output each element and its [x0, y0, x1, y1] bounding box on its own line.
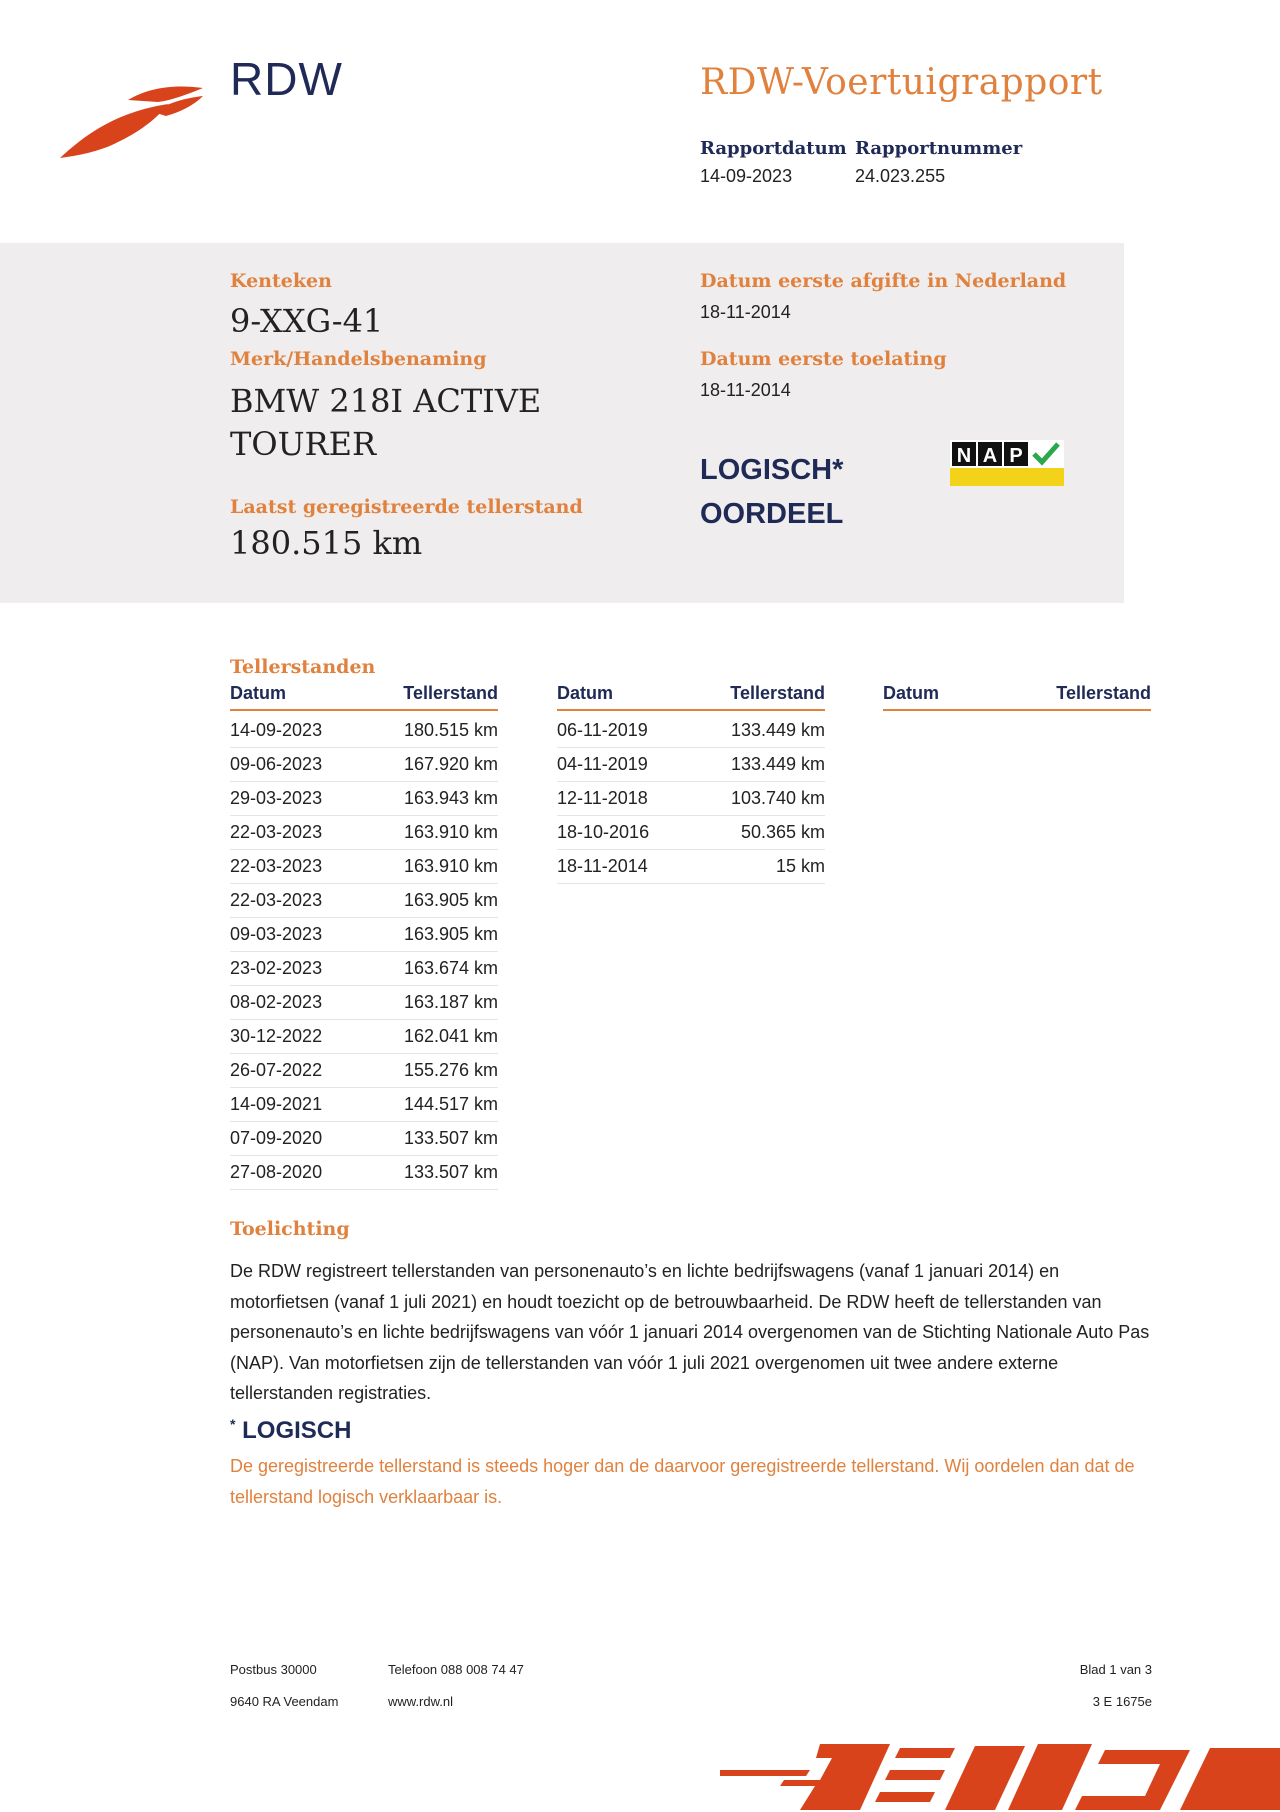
report-date-label: Rapportdatum [700, 138, 847, 159]
odometer-row [230, 1020, 498, 1054]
odometer-row [230, 1156, 498, 1190]
report-date: 14-09-2023 [700, 166, 793, 186]
verdict-line2: OORDEEL [700, 498, 844, 530]
plate-value: 9-XXG-41 [230, 302, 384, 340]
odometer-row-date: 08-02-2023 [230, 992, 323, 1012]
odometer-row-reading: 167.920 km [403, 754, 498, 774]
column2-date-header: Datum [557, 683, 614, 703]
odometer-row-date: 14-09-2023 [230, 720, 323, 740]
odometer-row [230, 782, 498, 816]
odometer-row-reading: 133.507 km [403, 1128, 498, 1148]
odometer-row [230, 748, 498, 782]
odometer-row-reading: 163.905 km [403, 890, 498, 910]
make-label: Merk/Handelsbenaming [230, 348, 487, 370]
odometer-row-date: 27-08-2020 [230, 1162, 323, 1182]
odometer-row-reading: 155.276 km [403, 1060, 498, 1080]
odometer-row-reading: 103.740 km [730, 788, 825, 808]
odometer-row-date: 06-11-2019 [557, 720, 648, 740]
column3-header [883, 683, 1151, 711]
odometer-row-date: 23-02-2023 [230, 958, 323, 978]
odometer-row [230, 714, 498, 748]
odometer-row [230, 1088, 498, 1122]
brand-name: RDW [230, 53, 343, 105]
odometer-row-date: 30-12-2022 [230, 1026, 323, 1046]
report-title: RDW-Voertuigrapport [700, 62, 1103, 103]
odometer-row-reading: 180.515 km [403, 720, 498, 740]
odometer-row [557, 714, 825, 748]
verdict-line1: LOGISCH* [700, 454, 844, 486]
odometer-row-reading: 163.910 km [403, 822, 498, 842]
footer-phone: Telefoon 088 008 74 47 [388, 1662, 524, 1677]
make-line1: BMW 218I ACTIVE [230, 382, 542, 420]
odometer-row-reading: 163.943 km [403, 788, 498, 808]
odometer-row-date: 09-06-2023 [230, 754, 323, 774]
make-line2: TOURER [230, 425, 377, 463]
odometer-row [230, 1054, 498, 1088]
first-issue-nl-label: Datum eerste afgifte in Nederland [700, 270, 1067, 292]
odometer-row [230, 952, 498, 986]
odometer-row-reading: 133.449 km [730, 754, 825, 774]
footer-document-code: 3 E 1675e [1092, 1694, 1152, 1709]
nap-letter-a: A [982, 445, 998, 467]
odometer-row-date: 18-10-2016 [557, 822, 650, 842]
odometer-row-reading: 50.365 km [740, 822, 825, 842]
odometer-row [230, 918, 498, 952]
rdw-logo-icon [58, 82, 208, 162]
footer-city: 9640 RA Veendam [230, 1694, 339, 1709]
explanation-text: De RDW registreert tellerstanden van personenauto’s en lichte bedrijfswagens (vanaf 1 januari 2014) en motorfietsen (vanaf 1 juli 2021) en houdt toezicht op de betrouwbaarheid. De RDW heeft de tellerstanden van personenauto’s en lichte bedrijfswagens van vóór 1 januari 2014 overgenomen van de Stichting Nationale Auto Pas (NAP). Van motorfietsen zijn de tellerstanden van vóór 1 juli 2021 overgenomen uit twee andere externe tellerstanden registraties. [230, 1261, 1150, 1403]
footer-postbus: Postbus 30000 [230, 1662, 317, 1677]
logic-text: De geregistreerde tellerstand is steeds hoger dan de daarvoor geregistreerde tellerstand. Wij oordelen dan dat de tellerstand logisch verklaarbaar is. [230, 1456, 1135, 1507]
first-admission-label: Datum eerste toelating [700, 348, 947, 370]
odometer-row-reading: 163.910 km [403, 856, 498, 876]
panel-notch [0, 576, 150, 606]
column1-rows [230, 714, 498, 1190]
odometer-row-date: 09-03-2023 [230, 924, 323, 944]
odometer-row [557, 816, 825, 850]
first-issue-nl-value: 18-11-2014 [700, 302, 791, 322]
verdict [700, 448, 843, 536]
odometer-row-date: 26-07-2022 [230, 1060, 323, 1080]
first-admission-value: 18-11-2014 [700, 380, 791, 400]
column2-rows [557, 714, 825, 884]
odometer-row [557, 782, 825, 816]
odometer-row-date: 18-11-2014 [557, 856, 648, 876]
odometer-label: Laatst geregistreerde tellerstand [230, 496, 583, 518]
odometer-row-date: 29-03-2023 [230, 788, 323, 808]
odometer-row-reading: 163.905 km [403, 924, 498, 944]
odometer-row-reading: 144.517 km [403, 1094, 498, 1114]
odometer-row-date: 22-03-2023 [230, 822, 323, 842]
odometer-row [230, 884, 498, 918]
rdw-stripes-icon [720, 1740, 1280, 1812]
odometer-row-reading: 133.507 km [403, 1162, 498, 1182]
column3-reading-header: Tellerstand [1056, 683, 1151, 703]
odometer-row-date: 22-03-2023 [230, 890, 323, 910]
footer-page-number: Blad 1 van 3 [1079, 1662, 1152, 1677]
odometer-row-reading: 163.674 km [403, 958, 498, 978]
column1-header [230, 683, 498, 711]
report-number: 24.023.255 [855, 166, 946, 186]
column1-reading-header: Tellerstand [403, 683, 498, 703]
column3-date-header: Datum [883, 683, 940, 703]
odometer-row-reading: 163.187 km [403, 992, 498, 1012]
odometer-row [230, 816, 498, 850]
nap-badge-icon [950, 440, 1064, 486]
column2-reading-header: Tellerstand [730, 683, 825, 703]
odometer-row-reading: 15 km [775, 856, 825, 876]
odometer-value: 180.515 km [230, 524, 423, 562]
odometer-row [557, 850, 825, 884]
odometer-history-title: Tellerstanden [230, 656, 376, 678]
odometer-row-reading: 162.041 km [403, 1026, 498, 1046]
logic-title [230, 1416, 351, 1445]
footer-website: www.rdw.nl [388, 1694, 454, 1709]
column2-header [557, 683, 825, 711]
odometer-row [557, 748, 825, 782]
nap-letter-p: P [1009, 445, 1023, 467]
logic-title-text: LOGISCH [242, 1417, 352, 1444]
odometer-row [230, 850, 498, 884]
odometer-row-date: 14-09-2021 [230, 1094, 323, 1114]
odometer-row-reading: 133.449 km [730, 720, 825, 740]
odometer-row [230, 986, 498, 1020]
odometer-row-date: 22-03-2023 [230, 856, 323, 876]
plate-label: Kenteken [230, 270, 332, 292]
vehicle-panel [0, 243, 1124, 603]
odometer-row-date: 07-09-2020 [230, 1128, 323, 1148]
column1-date-header: Datum [230, 683, 287, 703]
odometer-row-date: 04-11-2019 [557, 754, 648, 774]
explanation-title: Toelichting [230, 1218, 350, 1240]
nap-letter-n: N [956, 445, 972, 467]
odometer-row [230, 1122, 498, 1156]
odometer-row-date: 12-11-2018 [557, 788, 648, 808]
logic-marker: * [230, 1416, 236, 1432]
report-number-label: Rapportnummer [855, 138, 1023, 159]
